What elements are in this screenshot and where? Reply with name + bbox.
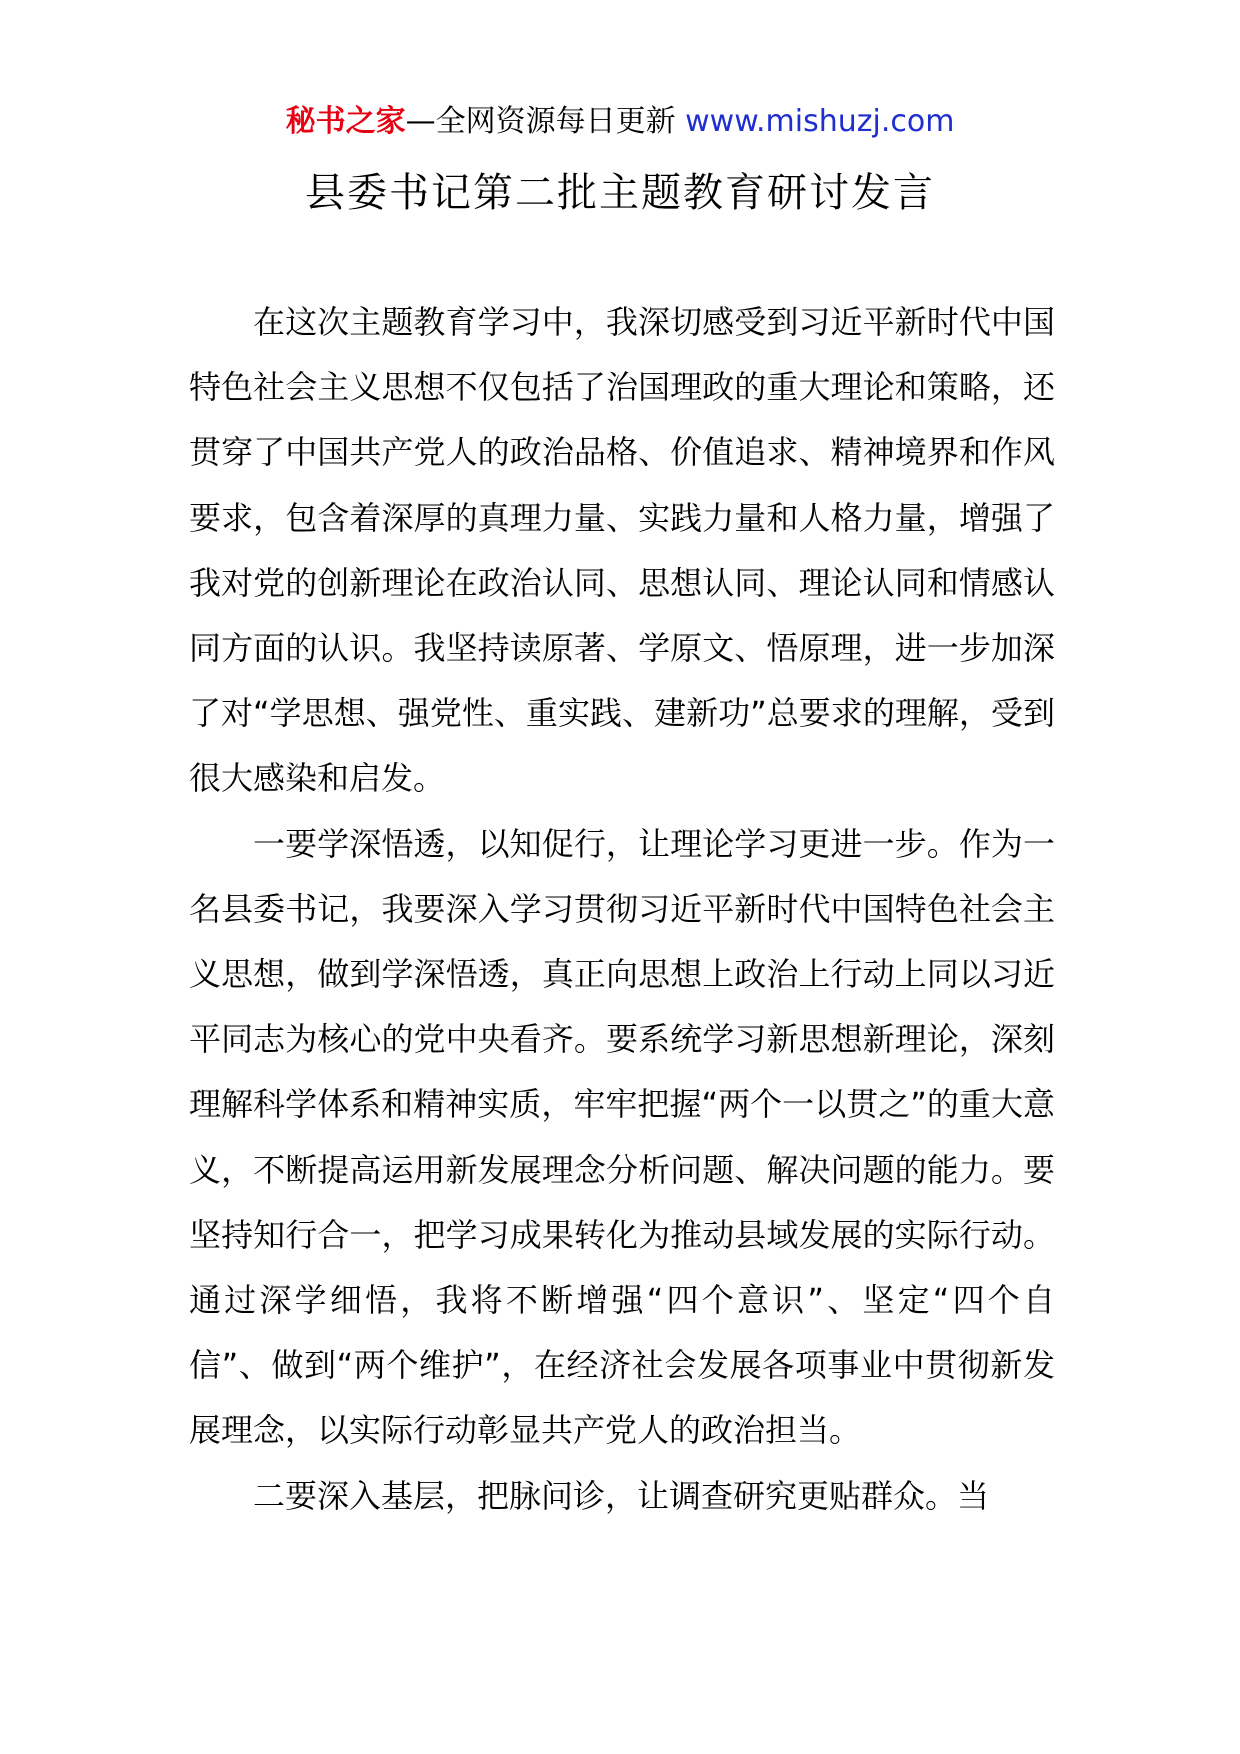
paragraph-point-one: 一要学深悟透，以知促行，让理论学习更进一步。作为一名县委书记，我要深入学习贯彻习近平新时代中国特色社会主义思想，做到学深悟透，真正向思想上政治上行动上同以习近平同志为核心的党中央看齐。要系统学习新思想新理论，深刻理解科学体系和精神实质，牢牢把握“两个一以贯之”的重大意义，不断提高运用新发展理念分析问题、解决问题的能力。要坚持知行合一，把学习成果转化为推动县域发展的实际行动。通过深学细悟，我将不断增强“四个意识”、坚定“四个自信”、做到“两个维护”，在经济社会发展各项事业中贯彻新发展理念，以实际行动彰显共产党人的政治担当。 <box>189 824 1055 1450</box>
document-body <box>189 290 1055 1529</box>
watermark-tagline: —全网资源每日更新 <box>405 104 686 139</box>
watermark-url: www.mishuzj.com <box>685 104 955 139</box>
paragraph-point-two: 二要深入基层，把脉问诊，让调查研究更贴群众。当 <box>253 1476 990 1515</box>
watermark-brand: 秘书之家 <box>285 104 406 139</box>
site-watermark <box>0 102 1240 142</box>
document-title: 县委书记第二批主题教育研讨发言 <box>305 170 935 216</box>
paragraph-intro: 在这次主题教育学习中，我深切感受到习近平新时代中国特色社会主义思想不仅包括了治国理政的重大理论和策略，还贯穿了中国共产党人的政治品格、价值追求、精神境界和作风要求，包含着深厚的真理力量、实践力量和人格力量，增强了我对党的创新理论在政治认同、思想认同、理论认同和情感认同方面的认识。我坚持读原著、学原文、悟原理，进一步加深了对“学思想、强党性、重实践、建新功”总要求的理解，受到很大感染和启发。 <box>189 303 1055 798</box>
